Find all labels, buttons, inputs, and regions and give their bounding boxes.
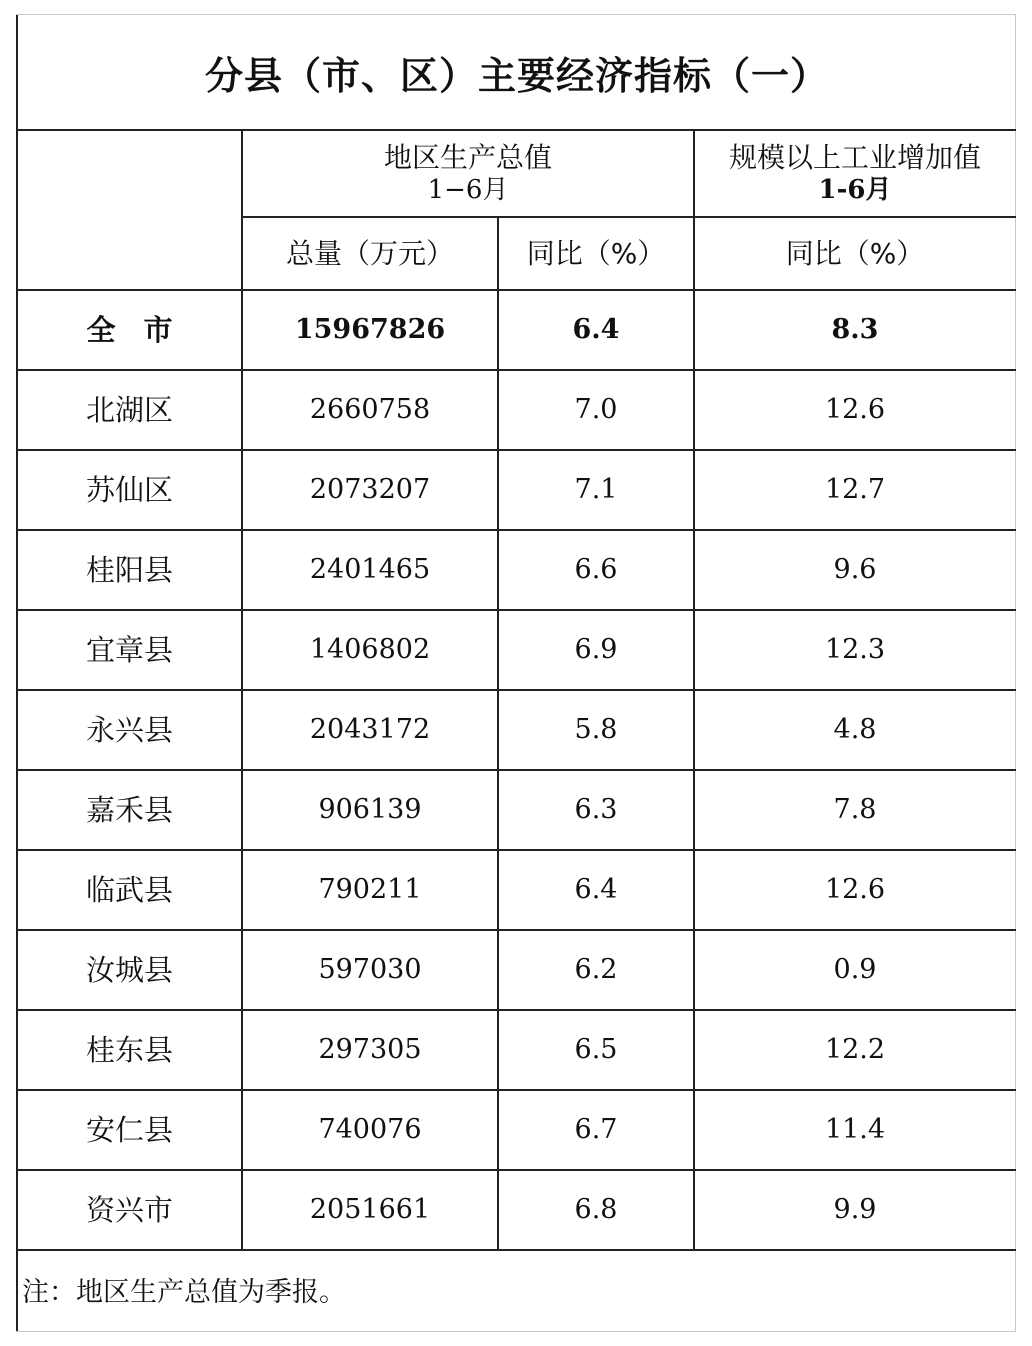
cell-industry-yoy: 9.6 [833,553,877,585]
cell-gdp-total: 2401465 [309,553,431,585]
cell-gdp-total: 297305 [318,1033,422,1065]
cell-gdp-total: 790211 [318,873,422,905]
gdp-period-label: 1−6月 [427,174,509,205]
cell-industry-yoy: 7.8 [833,793,877,825]
gdp-group-label: 地区生产总值 [383,141,552,175]
table-bottom-border [16,1331,1016,1332]
cell-name: 永兴县 [85,712,173,747]
total-row-gdp-total: 15967826 [294,313,446,345]
cell-gdp-yoy: 6.5 [574,1033,618,1065]
cell-gdp-yoy: 6.8 [574,1193,618,1225]
cell-name: 汝城县 [85,952,173,987]
total-name-text: 全市 [86,312,201,347]
cell-gdp-total: 2043172 [309,713,431,745]
cell-gdp-yoy: 7.0 [574,393,618,425]
total-row-name [18,291,241,369]
page-title: 分县（市、区）主要经济指标（一） [204,53,829,98]
cell-gdp-total: 740076 [318,1113,422,1145]
cell-gdp-total: 906139 [318,793,422,825]
gdp-group-header [243,131,693,216]
cell-gdp-total: 2073207 [309,473,431,505]
row-divider [16,1249,1016,1251]
cell-gdp-yoy: 6.6 [574,553,618,585]
cell-industry-yoy: 12.7 [824,473,886,505]
industry-group-label: 规模以上工业增加值 [728,141,981,175]
footnote: 注：地区生产总值为季报。 [22,1277,346,1308]
cell-name: 桂东县 [85,1032,173,1067]
cell-industry-yoy: 9.9 [833,1193,877,1225]
cell-gdp-total: 597030 [318,953,422,985]
cell-gdp-yoy: 6.9 [574,633,618,665]
cell-gdp-total: 2051661 [309,1193,431,1225]
cell-gdp-yoy: 7.1 [574,473,618,505]
cell-industry-yoy: 12.2 [824,1033,886,1065]
cell-gdp-yoy: 6.3 [574,793,618,825]
cell-name: 苏仙区 [85,472,173,507]
total-row-industry-yoy: 8.3 [831,313,879,345]
cell-industry-yoy: 0.9 [833,953,877,985]
cell-industry-yoy: 12.6 [824,873,886,905]
cell-industry-yoy: 11.4 [824,1113,886,1145]
cell-industry-yoy: 4.8 [833,713,877,745]
cell-name: 资兴市 [85,1192,173,1227]
cell-name: 宜章县 [85,632,173,667]
cell-name: 桂阳县 [85,552,173,587]
cell-industry-yoy: 12.6 [824,393,886,425]
cell-gdp-yoy: 6.7 [574,1113,618,1145]
industry-group-header [695,131,1015,216]
industry-period-label: 1-6月 [818,174,892,205]
cell-name: 北湖区 [85,392,173,427]
cell-gdp-total: 2660758 [309,393,431,425]
cell-gdp-total: 1406802 [309,633,431,665]
cell-gdp-yoy: 6.2 [574,953,618,985]
total-row-gdp-yoy: 6.4 [572,313,620,345]
cell-name: 嘉禾县 [85,792,173,827]
cell-name: 安仁县 [85,1112,173,1147]
cell-gdp-yoy: 5.8 [574,713,618,745]
col-header-industry-yoy: 同比（%） [785,236,925,270]
cell-name: 临武县 [85,872,173,907]
table-right-border [1015,14,1016,1332]
col-header-gdp-total: 总量（万元） [285,236,454,270]
cell-industry-yoy: 12.3 [824,633,886,665]
col-header-gdp-yoy: 同比（%） [526,236,666,270]
cell-gdp-yoy: 6.4 [574,873,618,905]
